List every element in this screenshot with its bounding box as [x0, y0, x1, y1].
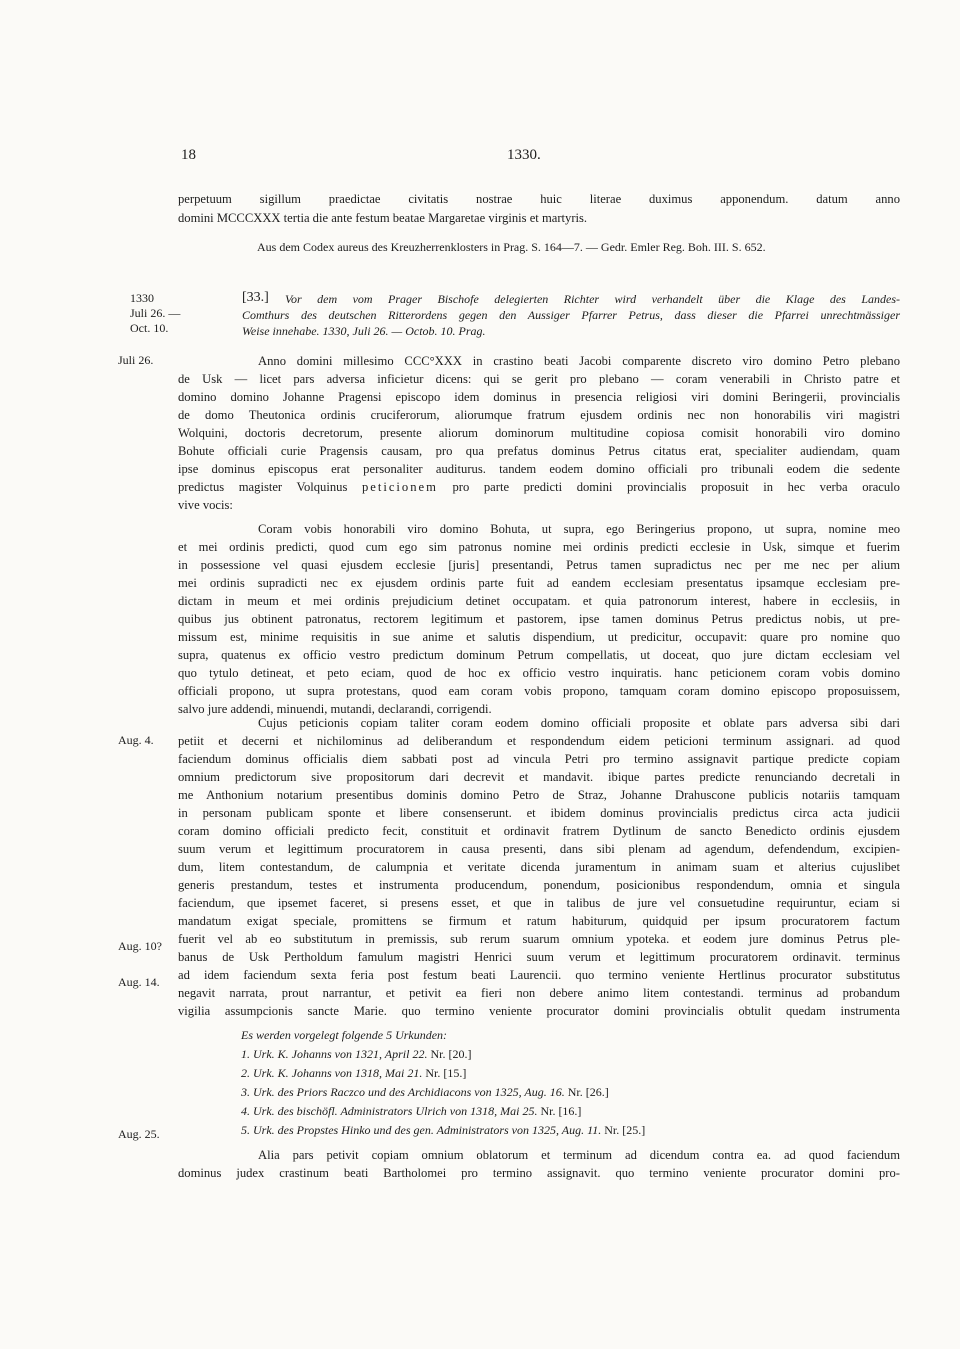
margin-date: Aug. 25.	[118, 1127, 160, 1141]
text-segment: predictus magister Volquinus	[178, 480, 362, 494]
text-line: dictam in meum et mei ordinis prejudicium detinet occupatam. et quia patronorum interest, habere in ecclesiis, in	[178, 594, 900, 608]
document-summary: Weise innehabe. 1330, Juli 26. — Octob. 10. Prag.	[242, 324, 486, 338]
document-item-text: 5. Urk. des Propstes Hinko und des gen. Administrators von 1325, Aug. 11.	[241, 1123, 602, 1137]
document-item-ref: Nr. [16.]	[540, 1104, 582, 1118]
document-item-ref: Nr. [15.]	[425, 1066, 467, 1080]
source-note: Aus dem Codex aureus des Kreuzherrenklosters in Prag. S. 164—7. — Gedr. Emler Reg. Boh. III. S. 652.	[257, 240, 766, 254]
text-line: ipse dominus episcopus erat personaliter auditurus. tandem eodem domino officiali pro tribunali eodem die sedente	[178, 462, 900, 476]
text-line: Wolquini, doctoris decretorum, presente aliorum dominorum multitudine copiosa comisit honorabili viro domino	[178, 426, 900, 440]
text-line: de Usk — licet pars adversa inficietur dicens: qui se gerit pro plebano — coram venerabili in Christo patre et	[178, 372, 900, 386]
text-line: faciendum dominus officialis diem sabbati post ad vincula Petri pro termino assignavit partique predicte copiam	[178, 752, 900, 766]
text-line: negavit narrata, prout narrantur, et petivit ea fieri non debere animo litem contestandi. terminus ad probandum	[178, 986, 900, 1000]
text-line: omnium predictorum sive propositorum dari decrevit et mandavit. ibique partes predicte renunciando decretali in	[178, 770, 900, 784]
text-line: vive vocis:	[178, 498, 233, 512]
text-line: dum, litem contestandum, de calumpnia et veritate dicenda juramentum in animam suam et alterius cujuslibet	[178, 860, 900, 874]
text-segment: pro parte predicti domini provincialis proposuit in hec verba oraculo	[437, 480, 900, 494]
document-item	[241, 1047, 471, 1062]
text-line: ad idem faciendum sexta feria post festum beati Laurencii. quo termino veniente Hertlinus procurator substitutus	[178, 968, 900, 982]
text-line: supra, quatenus ex officio vestro predictum dominum Petrum compellatis, ut doceat, quo jure dictam ecclesiam vel	[178, 648, 900, 662]
margin-date: Aug. 10?	[118, 939, 162, 953]
document-summary: Comthurs des deutschen Ritterordens gegen den Aussiger Pfarrer Petrus, dass dieser die Pfarrei unrechtmässiger	[242, 308, 900, 322]
text-line: in personam publicam sponte et libere consenserunt. et ibidem dominus provincialis predictus circa acta judicii	[178, 806, 900, 820]
margin-date: Juli 26. —	[130, 306, 181, 320]
text-line: mei ordinis supradicti nec ex ejusdem ordinis parte fuit ad eandem ecclesiam presentatus ipsamque ecclesiam pre-	[178, 576, 900, 590]
text-line: de domo Theutonica ordinis cruciferorum, aliorumque fratrum ejusdem ordinis nec non honorabilis viri magistri	[178, 408, 900, 422]
text-line: vigilia assumpcionis sancte Marie. quo termino veniente procurator domini provincialis obtulit quedam instrumenta	[178, 1004, 900, 1018]
text-line: faciendum, que ipsemet faceret, si presens esset, et que in talibus de jure vel consuetudine requiruntur, eciam si	[178, 896, 900, 910]
document-number: [33.]	[242, 290, 269, 305]
text-line: et mei ordinis predicti, quod cum ego sim patronus nomine mei ordinis predicti ecclesie in Usk, simque et fuerim	[178, 540, 900, 554]
margin-date: Juli 26.	[118, 353, 154, 367]
documents-intro: Es werden vorgelegt folgende 5 Urkunden:	[241, 1028, 448, 1042]
text-line: suum verum et legittimum procuratorem in causa presenti, dans sibi plenam ad agendum, defendendum, excipien-	[178, 842, 900, 856]
document-item	[241, 1085, 609, 1100]
text-line: Anno domini millesimo CCC°XXX in crastino beati Jacobi comparente discreto viro domino Petro plebano	[258, 354, 900, 368]
text-line: salvo jure addendi, minuendi, mutandi, declarandi, corrigendi.	[178, 702, 492, 716]
margin-date: 1330	[130, 291, 154, 305]
text-line: Alia pars petivit copiam omnium oblatorum et terminum ad dicendum contra ea. ad quod faciendum	[258, 1148, 900, 1162]
text-line: fuerit vel ab eo substitutum in premissis, sub rerum suarum omnium ypoteka. et eodem jure dominus Petrus ple-	[178, 932, 900, 946]
text-line: officiali propono, ut supra protestans, quod eam coram vobis propono, tamquam coram domino episcopo proposuissem,	[178, 684, 900, 698]
document-item-text: 3. Urk. des Priors Raczco und des Archidiacons von 1325, Aug. 16.	[241, 1085, 565, 1099]
text-line	[178, 480, 900, 494]
text-line: banus de Usk Pertholdum famulum magistri Henrici suum verum et legittimum procuratorem ordinavit. terminus	[178, 950, 900, 964]
text-line: Coram vobis honorabili viro domino Bohuta, ut supra, ego Beringerius propono, ut supra, nomine meo	[258, 522, 900, 536]
text-line: missum est, minime requisitis in sue anime et salutis dispendium, ut predicitur, occupavit: quare pro nomine quo	[178, 630, 900, 644]
text-line: generis prestandum, testes et instrumenta producendum, ponendum, posicionibus respondendum, omnia et singula	[178, 878, 900, 892]
text-line: mandatum exigat speciale, promittens se firmum et ratum habiturum, quidquid per ipsum procuratorem factum	[178, 914, 900, 928]
document-item-ref: Nr. [26.]	[567, 1085, 609, 1099]
spaced-word: peticionem	[361, 480, 438, 494]
document-item	[241, 1104, 581, 1119]
text-line: perpetuum sigillum praedictae civitatis nostrae huic literae duximus apponendum. datum anno	[178, 192, 900, 206]
text-line: domini MCCCXXX tertia die ante festum beatae Margaretae virginis et martyris.	[178, 211, 588, 225]
document-item-ref: Nr. [25.]	[604, 1123, 646, 1137]
text-line: me Anthonium notarium presentibus dominis domino Petro de Straz, Johanne Drahuscone publicis notariis tamquam	[178, 788, 900, 802]
text-line: quo tytulo detineat, et peto eciam, quod de hoc ex officio vestro inquiratis. hanc peticionem coram vobis domino	[178, 666, 900, 680]
document-item-text: 4. Urk. des bischöfl. Administrators Ulrich von 1318, Mai 25.	[241, 1104, 538, 1118]
document-item	[241, 1123, 645, 1138]
document-item-text: 2. Urk. K. Johanns von 1318, Mai 21.	[241, 1066, 423, 1080]
margin-date: Aug. 14.	[118, 975, 160, 989]
margin-date: Oct. 10.	[130, 321, 169, 335]
page-year: 1330.	[507, 147, 541, 163]
document-item	[241, 1066, 466, 1081]
text-line: Cujus peticionis copiam taliter coram eodem domino officiali proposite et oblate pars adversa sibi dari	[258, 716, 900, 730]
document-item-text: 1. Urk. K. Johanns von 1321, April 22.	[241, 1047, 428, 1061]
text-line: dominus judex crastinum beati Bartholomei pro termino assignavit. quo termino veniente procurator domini pro-	[178, 1166, 900, 1180]
document-summary: Vor dem vom Prager Bischofe delegierten Richter wird verhandelt über die Klage des Landes-	[285, 292, 900, 306]
page-number: 18	[181, 147, 196, 163]
document-item-ref: Nr. [20.]	[430, 1047, 472, 1061]
text-line: Bohute officiali curie Pragensis causam, pro qua prefatus dominus Petrus citatus erat, specialiter audiendam, quam	[178, 444, 900, 458]
text-line: domino domino Johanne Pragensi episcopo idem dominus in presencia religiosi viri domini Beringerii, provincialis	[178, 390, 900, 404]
text-line: quibus jus obtinent patronatus, rectorem legitimum et pastorem, ipse tamen dominus Petrus predictus nobis, ut pre-	[178, 612, 900, 626]
text-line: coram domino officiali predicto fecit, constituit et ordinavit fratrem Dytlinum de sancto Benedicto ordinis ejusdem	[178, 824, 900, 838]
margin-date: Aug. 4.	[118, 733, 154, 747]
text-line: in possessione vel quasi ejusdem ecclesie [juris] presentandi, Petrus tamen supradictus nec per me nec per alium	[178, 558, 900, 572]
text-line: petiit et decerni et nichilominus ad deliberandum et respondendum eidem peticioni terminum assignari. ad quod	[178, 734, 900, 748]
